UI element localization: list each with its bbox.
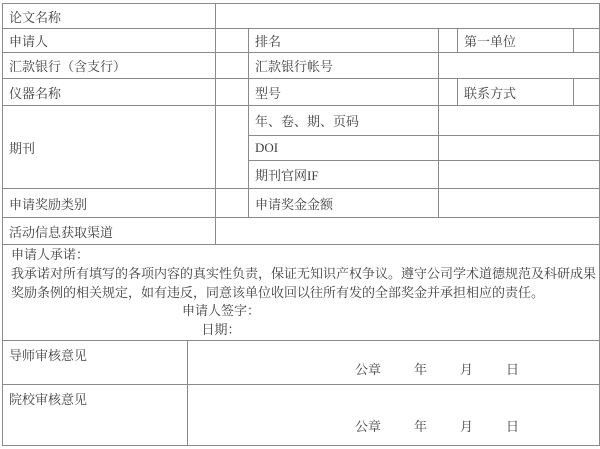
date-label[interactable]: 日期： (201, 322, 241, 338)
info-channel-value-cell[interactable] (216, 218, 599, 244)
award-amount-value-cell[interactable] (439, 189, 599, 217)
bank-value-cell[interactable] (216, 53, 249, 78)
mentor-review-row (3, 341, 599, 385)
application-form-table (2, 3, 600, 446)
award-row (3, 189, 599, 218)
journal-field-row (249, 161, 599, 188)
stamp-label: 公章 (354, 419, 381, 434)
bank-row (3, 53, 599, 79)
year-label: 年 (413, 419, 427, 434)
journal-field-row (249, 136, 599, 162)
rank-label: 排名 (249, 29, 439, 52)
bank-account-value-cell[interactable] (439, 53, 599, 78)
journal-if-value-cell[interactable] (439, 161, 599, 188)
bank-label: 汇款银行（含支行） (3, 53, 216, 78)
commitment-cell (3, 245, 599, 341)
model-value-cell[interactable] (439, 79, 458, 105)
info-channel-row (3, 218, 599, 245)
school-review-label: 院校审核意见 (3, 385, 188, 445)
mentor-review-label: 导师审核意见 (3, 341, 188, 384)
rank-value-cell[interactable] (439, 29, 458, 52)
signature-label[interactable]: 申请人签字： (181, 303, 260, 319)
journal-gap-cell[interactable] (216, 106, 249, 188)
contact-label: 联系方式 (458, 79, 574, 105)
day-label: 日 (505, 419, 519, 434)
applicant-label: 申请人 (3, 29, 216, 52)
instrument-value-cell[interactable] (216, 79, 249, 105)
paper-title-label: 论文名称 (3, 4, 216, 28)
journal-label: 期刊 (3, 106, 216, 188)
award-category-label: 申请奖励类别 (3, 189, 216, 217)
applicant-row (3, 29, 599, 53)
year-label: 年 (413, 362, 427, 377)
journal-band (3, 106, 599, 189)
year-volume-issue-pages-label: 年、卷、期、页码 (249, 106, 439, 135)
bank-account-label: 汇款银行帐号 (249, 53, 439, 78)
month-label: 月 (459, 419, 473, 434)
stamp-date-line (188, 359, 599, 378)
month-label: 月 (459, 362, 473, 377)
award-category-value-cell[interactable] (216, 189, 249, 217)
stamp-label: 公章 (354, 362, 381, 377)
journal-if-label: 期刊官网IF (249, 161, 439, 188)
school-review-value-cell[interactable] (188, 385, 599, 445)
first-unit-label: 第一单位 (458, 29, 574, 52)
day-label: 日 (505, 362, 519, 377)
commitment-title: 申请人承诺： (11, 247, 90, 262)
applicant-value-cell[interactable] (216, 29, 249, 52)
journal-fields-column (249, 106, 599, 188)
instrument-label: 仪器名称 (3, 79, 216, 105)
paper-title-value-cell[interactable] (216, 4, 599, 28)
info-channel-label: 活动信息获取渠道 (3, 218, 216, 244)
doi-value-cell[interactable] (439, 136, 599, 161)
model-label: 型号 (249, 79, 439, 105)
instrument-row (3, 79, 599, 106)
first-unit-value-cell[interactable] (574, 29, 599, 52)
school-review-row (3, 385, 599, 445)
commitment-body: 我承诺对所有填写的各项内容的真实性负责，保证无知识产权争议。遵守公司学术道德规范及科研成果奖励条例的相关规定，如有违反，同意该单位收回以往所有发的全部奖金并承担相应的责任。 (11, 265, 597, 300)
contact-value-cell[interactable] (574, 79, 599, 105)
doi-label: DOI (249, 136, 439, 161)
year-volume-issue-pages-value-cell[interactable] (439, 106, 599, 135)
stamp-date-line (188, 416, 599, 435)
award-amount-label: 申请奖金金额 (249, 189, 439, 217)
paper-title-row (3, 4, 599, 29)
commitment-row (3, 245, 599, 341)
mentor-review-value-cell[interactable] (188, 341, 599, 384)
journal-field-row (249, 106, 599, 136)
signature-block (11, 302, 431, 340)
